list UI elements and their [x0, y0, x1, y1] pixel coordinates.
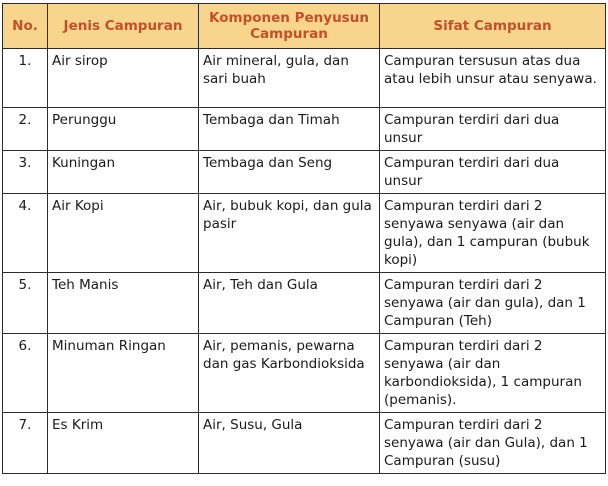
cell-sifat: Campuran terdiri dari 2 senyawa (air dan karbondioksida), 1 campuran (pemanis).: [380, 334, 606, 413]
header-no: No.: [3, 4, 48, 49]
table-row: [3, 334, 606, 413]
cell-komponen: Air, bubuk kopi, dan gula pasir: [199, 194, 380, 273]
table-row: [3, 108, 606, 151]
cell-sifat: Campuran terdiri dari 2 senyawa (air dan gula), dan 1 Campuran (Teh): [380, 273, 606, 334]
cell-no: 5.: [3, 273, 48, 334]
cell-jenis: Teh Manis: [48, 273, 199, 334]
cell-no: 2.: [3, 108, 48, 151]
cell-no: 3.: [3, 151, 48, 194]
cell-sifat: Campuran terdiri dari 2 senyawa (air dan Gula), dan 1 Campuran (susu): [380, 413, 606, 474]
table-row: [3, 273, 606, 334]
cell-komponen: Air, pemanis, pewarna dan gas Karbondioksida: [199, 334, 380, 413]
cell-sifat: Campuran tersusun atas dua atau lebih unsur atau senyawa.: [380, 49, 606, 108]
cell-komponen: Tembaga dan Seng: [199, 151, 380, 194]
table-body: [3, 49, 606, 474]
header-jenis-campuran: Jenis Campuran: [48, 4, 199, 49]
table-row: [3, 151, 606, 194]
cell-jenis: Air sirop: [48, 49, 199, 108]
header-komponen-penyusun: Komponen Penyusun Campuran: [199, 4, 380, 49]
cell-jenis: Kuningan: [48, 151, 199, 194]
cell-no: 7.: [3, 413, 48, 474]
cell-sifat: Campuran terdiri dari dua unsur: [380, 151, 606, 194]
cell-komponen: Air mineral, gula, dan sari buah: [199, 49, 380, 108]
cell-jenis: Perunggu: [48, 108, 199, 151]
cell-no: 6.: [3, 334, 48, 413]
table-row: [3, 413, 606, 474]
cell-jenis: Es Krim: [48, 413, 199, 474]
cell-komponen: Air, Teh dan Gula: [199, 273, 380, 334]
mixture-table: [2, 3, 606, 474]
cell-komponen: Air, Susu, Gula: [199, 413, 380, 474]
cell-sifat: Campuran terdiri dari dua unsur: [380, 108, 606, 151]
cell-no: 1.: [3, 49, 48, 108]
cell-no: 4.: [3, 194, 48, 273]
header-row: [3, 4, 606, 49]
table-row: [3, 194, 606, 273]
cell-jenis: Minuman Ringan: [48, 334, 199, 413]
table-header: [3, 4, 606, 49]
mixture-table-container: [2, 3, 605, 474]
cell-sifat: Campuran terdiri dari 2 senyawa senyawa (air dan gula), dan 1 campuran (bubuk kopi): [380, 194, 606, 273]
cell-komponen: Tembaga dan Timah: [199, 108, 380, 151]
cell-jenis: Air Kopi: [48, 194, 199, 273]
header-sifat-campuran: Sifat Campuran: [380, 4, 606, 49]
table-row: [3, 49, 606, 108]
